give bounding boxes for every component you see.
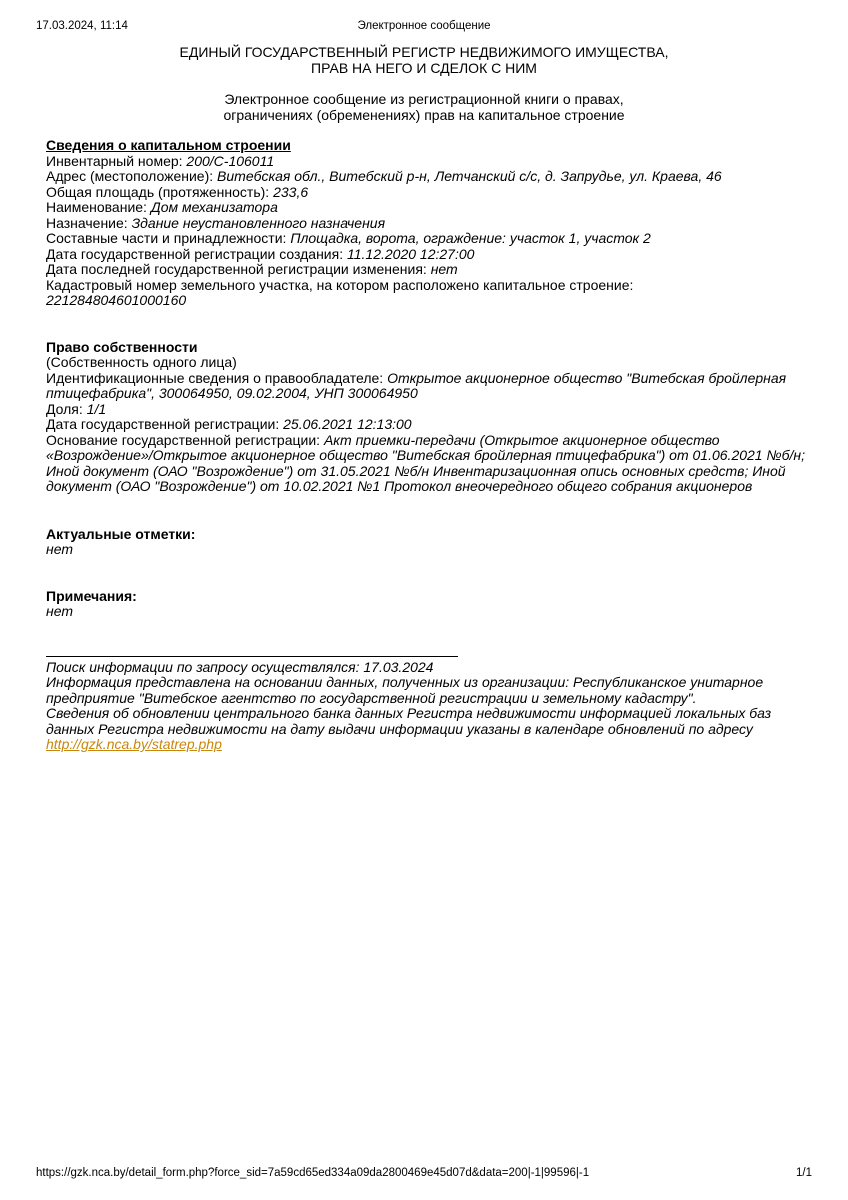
registration-date-value: 25.06.2021 12:13:00 [283, 416, 412, 432]
document-content [46, 138, 808, 753]
holder-value: Открытое акционерное общество "Витебская бройлерная птицефабрика", 300064950, 09.02.2004, УНП 300064950 [46, 369, 787, 401]
address-value: Витебская обл., Витебский р-н, Летчанский с/с, д. Запрудье, ул. Краева, 46 [217, 168, 722, 184]
actual-marks-value: нет [46, 541, 73, 557]
update-info-note: Сведения об обновлении центрального банка данных Регистра недвижимости информацией локальных баз данных Регистра недвижимости на дату выдачи информации указаны в календаре обновлений по адресу [46, 705, 772, 737]
print-header [36, 20, 812, 36]
name-value: Дом механизатора [150, 199, 278, 215]
message-subheader [0, 91, 848, 123]
capital-structure-title: Сведения о капитальном строении [46, 137, 291, 153]
ownership-kind: (Собственность одного лица) [46, 354, 237, 370]
actual-marks-section [46, 527, 808, 558]
inventory-number-row [46, 154, 808, 170]
last-change-value: нет [430, 261, 458, 277]
parts-row [46, 231, 808, 247]
address-row [46, 169, 808, 185]
share-value: 1/1 [86, 400, 107, 417]
section-spacer [46, 309, 808, 340]
parts-value: Площадка, ворота, ограждение: участок 1, участок 2 [290, 230, 651, 246]
purpose-label: Назначение: [46, 214, 128, 231]
message-subheader-line-1: Электронное сообщение из регистрационной книги о правах, [224, 91, 624, 107]
capital-structure-section [46, 138, 808, 309]
ownership-title: Право собственности [46, 338, 198, 355]
area-value: 233,6 [273, 183, 309, 200]
info-footer [46, 660, 808, 753]
registry-header-line-2: ПРАВ НА НЕГО И СДЕЛОК С НИМ [311, 60, 537, 76]
notes-title: Примечания: [46, 587, 137, 604]
registration-date-label: Дата государственной регистрации: [46, 416, 280, 432]
holder-row [46, 371, 808, 402]
holder-label: Идентификационные сведения о правообладателе: [46, 369, 384, 386]
print-title: Электронное сообщение [357, 20, 491, 32]
notes-section [46, 589, 808, 620]
area-row [46, 185, 808, 201]
inventory-number-label: Инвентарный номер: [46, 152, 183, 169]
registration-date-row [46, 417, 808, 433]
registration-basis-value: Акт приемки-передачи (Открытое акционерное общество «Возрождение»/Открытое акционерное общество "Витебская бройлерная птицефабрика") от 01.06.2021 №б/н; Иной документ (ОАО "Возрождение") от 31.05.2021 №б/н Инвентаризационная опись основных средств; Иной документ (ОАО "Возрождение") от 10.02.2021 №1 Протокол внеочередного общего собрания акционеров [46, 431, 806, 494]
name-label: Наименование: [46, 199, 147, 215]
parts-label: Составные части и принадлежности: [46, 230, 287, 246]
section-spacer [46, 495, 808, 527]
creation-registration-row [46, 247, 808, 263]
registration-basis-label: Основание государственной регистрации: [46, 431, 321, 448]
section-spacer [46, 558, 808, 589]
share-row [46, 402, 808, 418]
purpose-row [46, 216, 808, 232]
message-subheader-line-2: ограничениях (обременениях) прав на капитальное строение [223, 107, 625, 123]
ownership-section [46, 340, 808, 495]
inventory-number-value: 200/С-106011 [186, 152, 275, 169]
statrep-link[interactable]: http://gzk.nca.by/statrep.php [46, 736, 222, 752]
share-label: Доля: [46, 400, 83, 417]
print-footer [36, 1167, 812, 1183]
page-number: 1/1 [796, 1167, 812, 1179]
last-change-label: Дата последней государственной регистрации изменения: [46, 261, 427, 277]
registry-header [0, 44, 848, 76]
print-datetime: 17.03.2024, 11:14 [36, 20, 128, 32]
registration-basis-row [46, 433, 808, 495]
data-source-note: Информация представлена на основании данных, полученных из организации: Республиканское унитарное предприятие "Витебское агентство по государственной регистрации и земельному кадастру". [46, 674, 764, 706]
last-change-row [46, 262, 808, 278]
cadastral-label-row: Кадастровый номер земельного участка, на котором расположено капитальное строение: [46, 276, 634, 293]
search-date-note: Поиск информации по запросу осуществлялся: 17.03.2024 [46, 658, 434, 675]
purpose-value: Здание неустановленного назначения [131, 214, 386, 231]
creation-registration-label: Дата государственной регистрации создания: [46, 245, 344, 262]
footer-divider [46, 656, 458, 657]
actual-marks-title: Актуальные отметки: [46, 525, 196, 542]
notes-value: нет [46, 603, 73, 619]
creation-registration-value: 11.12.2020 12:27:00 [347, 245, 475, 262]
name-row [46, 200, 808, 216]
area-label: Общая площадь (протяженность): [46, 183, 270, 200]
address-label: Адрес (местоположение): [46, 168, 214, 184]
print-footer-url: https://gzk.nca.by/detail_form.php?force_sid=7a59cd65ed334a09da2800469e45d07d&data=200|-1|99596|-1 [36, 1167, 590, 1179]
registry-header-line-1: ЕДИНЫЙ ГОСУДАРСТВЕННЫЙ РЕГИСТР НЕДВИЖИМОГО ИМУЩЕСТВА, [179, 44, 669, 60]
cadastral-number-value: 221284804601000160 [46, 292, 187, 308]
